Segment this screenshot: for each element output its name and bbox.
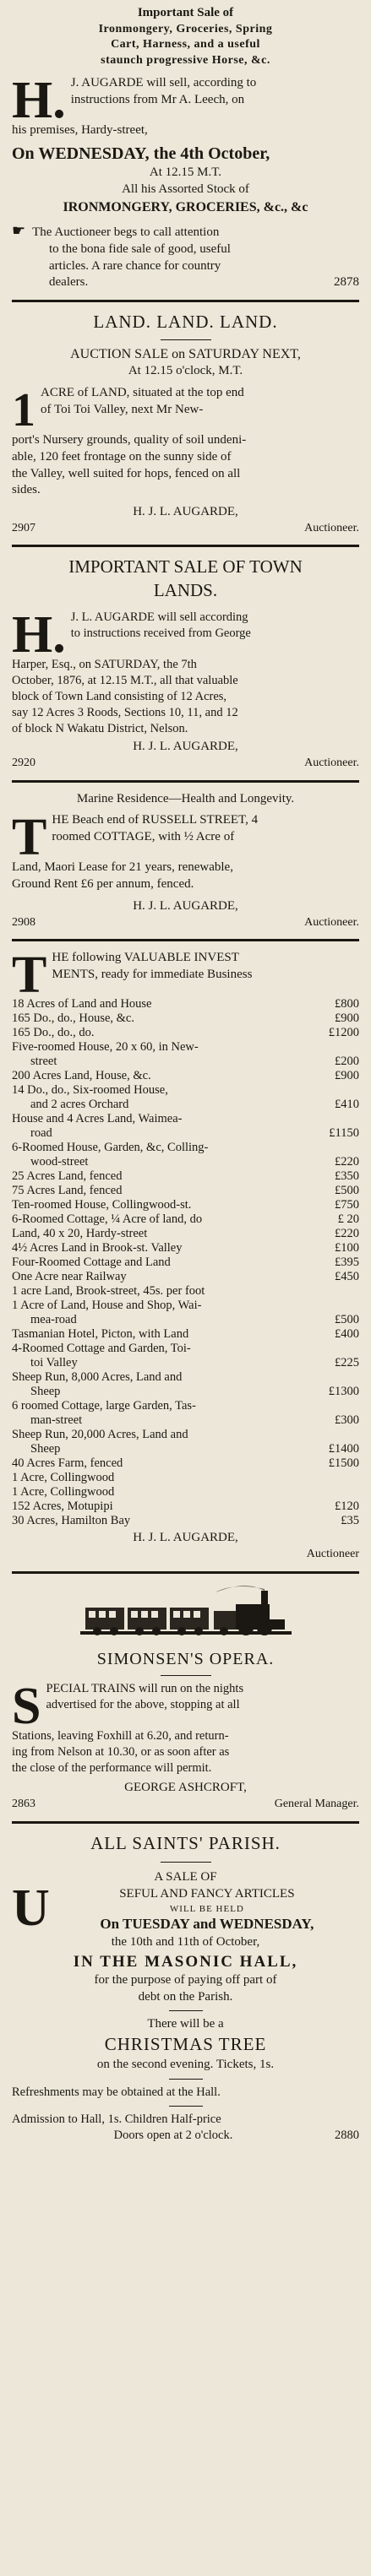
investment-item xyxy=(12,1327,359,1342)
investment-price: £1300 xyxy=(328,1385,359,1399)
ad-body: sides. xyxy=(12,483,41,497)
investment-item xyxy=(12,1500,359,1514)
investment-item xyxy=(12,1083,359,1098)
investment-price: £100 xyxy=(335,1241,359,1255)
investment-item xyxy=(12,1313,359,1327)
investment-description: 165 Do., do., House, &c. xyxy=(12,1011,134,1026)
investment-description: Sheep xyxy=(30,1385,61,1399)
drop-cap: T xyxy=(12,809,47,867)
investment-price: £220 xyxy=(335,1155,359,1169)
ad-body: Stations, leaving Foxhill at 6.20, and return- xyxy=(12,1729,229,1743)
investment-price: £800 xyxy=(335,997,359,1011)
investment-description: 30 Acres, Hamilton Bay xyxy=(12,1514,131,1528)
ad-body: IRONMONGERY, GROCERIES, &c., &c xyxy=(63,199,308,214)
ad-body: block of Town Land consisting of 12 Acres, xyxy=(12,690,227,704)
short-divider xyxy=(161,339,211,340)
investment-price: £350 xyxy=(335,1169,359,1184)
venue: IN THE MASONIC HALL, xyxy=(73,1952,298,1971)
ad-body: J. L. AUGARDE will sell according xyxy=(70,610,248,624)
investment-item xyxy=(12,1385,359,1399)
sale-date: AUCTION SALE on SATURDAY NEXT, xyxy=(70,347,301,361)
ad-body: HE following VALUABLE INVEST xyxy=(52,951,239,965)
investment-price: £220 xyxy=(335,1227,359,1241)
pointing-hand-icon: ☛ xyxy=(12,222,26,240)
short-divider xyxy=(169,2079,203,2080)
investment-item xyxy=(12,1241,359,1255)
ad-town-lands xyxy=(12,556,359,771)
drop-cap: T xyxy=(12,946,47,1005)
investment-item xyxy=(12,1370,359,1385)
ad-body: port's Nursery grounds, quality of soil undeni- xyxy=(12,432,247,447)
investment-description: Land, 40 x 20, Hardy-street xyxy=(12,1227,148,1241)
investment-item xyxy=(12,1255,359,1270)
ad-body: the 10th and 11th of October, xyxy=(111,1934,260,1949)
ad-body: roomed COTTAGE, with ½ Acre of xyxy=(52,830,235,844)
signatory: H. J. L. AUGARDE, xyxy=(133,505,238,519)
drop-cap: U xyxy=(12,1879,50,1938)
ad-number: 2907 xyxy=(12,521,35,534)
ad-footer xyxy=(12,521,359,536)
investment-item xyxy=(12,1011,359,1026)
signatory-role: Auctioneer. xyxy=(304,521,359,534)
ad-heading: SIMONSEN'S OPERA. xyxy=(96,1649,275,1668)
ad-body: the Valley, well suited for hops, fenced on all xyxy=(12,466,241,480)
investment-description: 6-Roomed House, Garden, &c, Colling- xyxy=(12,1141,209,1155)
ad-marine-residence xyxy=(12,791,359,931)
investment-description: 1 acre Land, Brook-street, 45s. per foot xyxy=(12,1284,205,1299)
ad-note-text: dealers. xyxy=(49,275,89,290)
investment-item xyxy=(12,1169,359,1184)
ad-heading: Marine Residence—Health and Longevity. xyxy=(76,791,295,805)
investment-item xyxy=(12,1456,359,1471)
ad-body: Doors open at 2 o'clock. xyxy=(113,2128,233,2142)
investment-description: street xyxy=(30,1055,57,1069)
ad-body: of Toi Toi Valley, next Mr New- xyxy=(41,402,204,416)
investment-description: 6 roomed Cottage, large Garden, Tas- xyxy=(12,1399,196,1413)
ad-note-text: The Auctioneer begs to call attention xyxy=(32,225,220,240)
investment-description: man-street xyxy=(30,1413,83,1428)
short-divider xyxy=(169,2106,203,2107)
signatory-role: Auctioneer xyxy=(306,1548,359,1561)
divider xyxy=(12,780,359,783)
investment-item xyxy=(12,1098,359,1112)
investment-price: £400 xyxy=(335,1327,359,1342)
investment-description: 1 Acre of Land, House and Shop, Wai- xyxy=(12,1299,202,1313)
investment-price: £1400 xyxy=(328,1442,359,1456)
investment-description: 18 Acres of Land and House xyxy=(12,997,152,1011)
investment-price: £1200 xyxy=(328,1026,359,1040)
ad-heading: Important Sale of xyxy=(137,6,234,19)
investment-description: 75 Acres Land, fenced xyxy=(12,1184,123,1198)
ad-opera-trains xyxy=(12,1582,359,1813)
investment-price: £900 xyxy=(335,1011,359,1026)
ad-body: Admission to Hall, 1s. Children Half-price xyxy=(12,2112,221,2126)
sale-time: At 12.15 o'clock, M.T. xyxy=(128,364,243,378)
investment-item xyxy=(12,1069,359,1083)
investment-description: 1 Acre, Collingwood xyxy=(12,1485,115,1500)
ad-number: 2920 xyxy=(12,757,35,770)
divider xyxy=(12,939,359,941)
ad-body: October, 1876, at 12.15 M.T., all that valuable xyxy=(12,673,238,687)
ad-body: All his Assorted Stock of xyxy=(122,182,249,197)
investment-price: £ 20 xyxy=(337,1212,359,1227)
investment-item xyxy=(12,1055,359,1069)
signatory: H. J. L. AUGARDE, xyxy=(133,899,238,914)
divider xyxy=(12,1821,359,1824)
investment-description: Tasmanian Hotel, Picton, with Land xyxy=(12,1327,189,1342)
drop-cap: S xyxy=(12,1678,41,1735)
ad-body: MENTS, ready for immediate Business xyxy=(52,968,253,982)
investment-item xyxy=(12,1270,359,1284)
divider xyxy=(12,545,359,547)
investment-price: £35 xyxy=(341,1514,359,1528)
investment-price: £410 xyxy=(335,1098,359,1112)
investment-item xyxy=(12,1184,359,1198)
ad-body: Ground Rent £6 per annum, fenced. xyxy=(12,877,194,892)
ad-body: Refreshments may be obtained at the Hall. xyxy=(12,2085,221,2099)
investment-item xyxy=(12,1399,359,1413)
ad-number: 2880 xyxy=(335,2128,359,2142)
investment-description: House and 4 Acres Land, Waimea- xyxy=(12,1112,183,1126)
investment-description: and 2 acres Orchard xyxy=(30,1098,129,1112)
ad-number: 2863 xyxy=(12,1798,35,1811)
ad-body: A SALE OF xyxy=(154,1870,217,1885)
investment-description: wood-street xyxy=(30,1155,89,1169)
investment-price: £900 xyxy=(335,1069,359,1083)
investment-description: Sheep Run, 20,000 Acres, Land and xyxy=(12,1428,188,1442)
ad-body: advertised for the above, stopping at all xyxy=(46,1698,240,1712)
investment-item xyxy=(12,1026,359,1040)
investment-price: £450 xyxy=(335,1270,359,1284)
investment-price: £500 xyxy=(335,1184,359,1198)
investment-price: £200 xyxy=(335,1055,359,1069)
ad-heading: LANDS. xyxy=(153,580,218,601)
sale-time: At 12.15 M.T. xyxy=(149,165,222,180)
investment-item xyxy=(12,1299,359,1313)
investment-description: 4-Roomed Cottage and Garden, Toi- xyxy=(12,1342,191,1356)
investment-description: Ten-roomed House, Collingwood-st. xyxy=(12,1198,192,1212)
investment-description: toi Valley xyxy=(30,1356,78,1370)
investment-price: £300 xyxy=(335,1413,359,1428)
ad-heading: LAND. LAND. LAND. xyxy=(93,312,278,333)
investment-item xyxy=(12,1413,359,1428)
drop-cap: H. xyxy=(12,72,66,130)
investment-description: 152 Acres, Motupipi xyxy=(12,1500,113,1514)
investment-description: One Acre near Railway xyxy=(12,1270,127,1284)
sale-date: On WEDNESDAY, the 4th October, xyxy=(12,144,270,163)
investment-item xyxy=(12,1284,359,1299)
ad-body: to instructions received from George xyxy=(70,626,251,640)
ad-note-text: to the bona fide sale of good, useful xyxy=(49,241,231,256)
investment-item xyxy=(12,1112,359,1126)
ad-footer xyxy=(12,2128,359,2144)
ad-note-text: articles. A rare chance for country xyxy=(49,258,221,273)
investment-item xyxy=(12,1227,359,1241)
investment-price: £225 xyxy=(335,1356,359,1370)
ad-body: There will be a xyxy=(147,2017,224,2031)
signatory-role: Auctioneer. xyxy=(304,915,359,929)
ad-body: for the purpose of paying off part of xyxy=(94,1972,277,1987)
ad-note xyxy=(12,221,359,241)
ad-subheading: Ironmongery, Groceries, Spring xyxy=(98,22,273,35)
ad-body: PECIAL TRAINS will run on the nights xyxy=(46,1682,244,1695)
ad-body: J. AUGARDE will sell, according to xyxy=(70,76,257,90)
investment-description: 14 Do., do., Six-roomed House, xyxy=(12,1083,168,1098)
investment-item xyxy=(12,1356,359,1370)
ad-body: ACRE of LAND, situated at the top end xyxy=(41,385,244,399)
ad-subheading: Cart, Harness, and a useful xyxy=(111,38,260,52)
investment-description: 165 Do., do., do. xyxy=(12,1026,95,1040)
ad-body: of block N Wakatu District, Nelson. xyxy=(12,722,188,736)
short-divider xyxy=(161,1862,211,1863)
ad-body: on the second evening. Tickets, 1s. xyxy=(96,2057,275,2071)
divider xyxy=(12,300,359,302)
investment-item xyxy=(12,1471,359,1485)
short-divider xyxy=(169,2010,203,2011)
ad-heading: IMPORTANT SALE OF TOWN xyxy=(68,556,303,578)
ad-ironmongery xyxy=(12,0,359,291)
investment-description: 25 Acres Land, fenced xyxy=(12,1169,123,1184)
ad-number: 2908 xyxy=(12,915,35,929)
drop-cap: 1 xyxy=(12,383,35,437)
investment-list xyxy=(12,997,359,1528)
investment-item xyxy=(12,1212,359,1227)
investment-price: £120 xyxy=(335,1500,359,1514)
investment-description: Sheep Run, 8,000 Acres, Land and xyxy=(12,1370,183,1385)
sale-date: On TUESDAY and WEDNESDAY, xyxy=(100,1916,314,1933)
train-engraving-icon xyxy=(80,1582,292,1643)
investment-item xyxy=(12,1198,359,1212)
investment-description: 200 Acres Land, House, &c. xyxy=(12,1069,151,1083)
signatory: H. J. L. AUGARDE, xyxy=(133,1531,238,1545)
ad-land xyxy=(12,311,359,536)
investment-description: Sheep xyxy=(30,1442,61,1456)
ad-body: SEFUL AND FANCY ARTICLES xyxy=(119,1887,295,1901)
investment-item xyxy=(12,1126,359,1141)
signatory: GEORGE ASHCROFT, xyxy=(124,1781,247,1795)
investment-item xyxy=(12,997,359,1011)
investment-item xyxy=(12,1485,359,1500)
ad-body: say 12 Acres 3 Roods, Sections 10, 11, and 12 xyxy=(12,706,238,720)
investment-price: £1150 xyxy=(329,1126,359,1141)
investment-description: 6-Roomed Cottage, ¼ Acre of land, do xyxy=(12,1212,203,1227)
ad-footer xyxy=(12,1797,359,1812)
ad-body: able, 120 feet frontage on the sunny side of xyxy=(12,449,232,464)
signatory-role: General Manager. xyxy=(274,1798,359,1811)
signatory: H. J. L. AUGARDE, xyxy=(133,740,238,754)
ad-investments xyxy=(12,946,359,1562)
ad-body: his premises, Hardy-street, xyxy=(12,123,148,138)
investment-description: Four-Roomed Cottage and Land xyxy=(12,1255,171,1270)
ad-body: the close of the performance will permit. xyxy=(12,1761,212,1776)
investment-price: £750 xyxy=(335,1198,359,1212)
ad-heading: ALL SAINTS' PARISH. xyxy=(90,1832,281,1853)
signatory-role: Auctioneer. xyxy=(304,757,359,770)
ad-body: instructions from Mr A. Leech, on xyxy=(70,93,245,106)
ad-body: Land, Maori Lease for 21 years, renewable, xyxy=(12,860,233,875)
ad-footer xyxy=(12,915,359,930)
investment-item xyxy=(12,1342,359,1356)
investment-price: £1500 xyxy=(328,1456,359,1471)
investment-item xyxy=(12,1428,359,1442)
investment-description: mea-road xyxy=(30,1313,77,1327)
ad-number: 2878 xyxy=(334,275,359,290)
investment-item xyxy=(12,1514,359,1528)
investment-price: £395 xyxy=(335,1255,359,1270)
drop-cap: H. xyxy=(12,605,66,664)
ad-body: HE Beach end of RUSSELL STREET, 4 xyxy=(52,813,259,827)
ad-all-saints-parish xyxy=(12,1832,359,2144)
divider xyxy=(12,1571,359,1574)
investment-item xyxy=(12,1040,359,1055)
ad-subheading: staunch progressive Horse, &c. xyxy=(101,53,270,67)
short-divider xyxy=(161,1675,211,1676)
investment-description: 1 Acre, Collingwood xyxy=(12,1471,115,1485)
investment-item xyxy=(12,1155,359,1169)
investment-price: £500 xyxy=(335,1313,359,1327)
christmas-tree-heading: CHRISTMAS TREE xyxy=(104,2034,267,2055)
investment-description: 40 Acres Farm, fenced xyxy=(12,1456,123,1471)
ad-body: ing from Nelson at 10.30, or as soon after as xyxy=(12,1745,230,1760)
ad-body: debt on the Parish. xyxy=(138,1989,233,2004)
investment-description: Five-roomed House, 20 x 60, in New- xyxy=(12,1040,199,1055)
ad-body: Harper, Esq., on SATURDAY, the 7th xyxy=(12,657,197,671)
investment-item xyxy=(12,1141,359,1155)
ad-footer xyxy=(12,756,359,771)
investment-item xyxy=(12,1442,359,1456)
ad-body: WILL BE HELD xyxy=(169,1903,244,1914)
ad-note-line xyxy=(12,274,359,291)
investment-description: 4½ Acres Land in Brook-st. Valley xyxy=(12,1241,183,1255)
investment-description: road xyxy=(30,1126,52,1141)
